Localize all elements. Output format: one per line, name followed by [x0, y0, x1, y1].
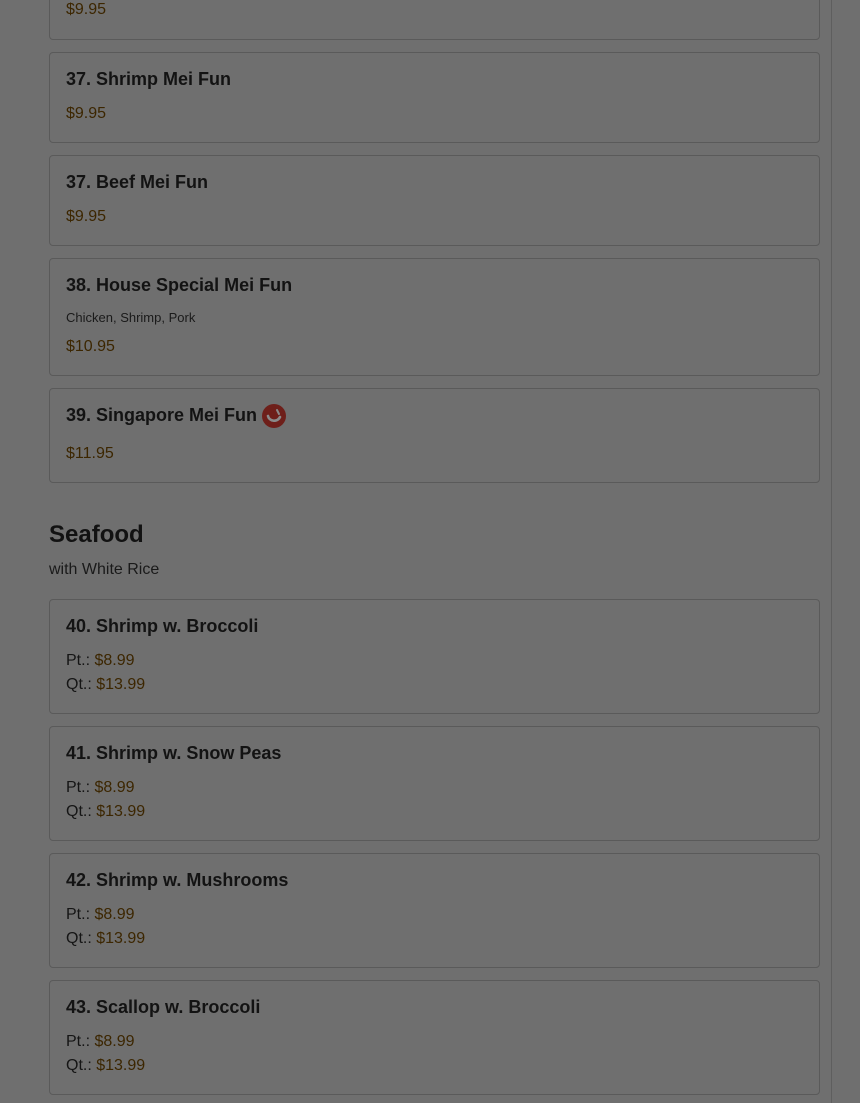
item-name: 39. Singapore Mei Fun [66, 405, 258, 425]
item-name: 41. Shrimp w. Snow Peas [66, 743, 282, 763]
size-price: $8.99 [94, 1033, 135, 1050]
item-price: $11.95 [66, 445, 114, 462]
item-name: 42. Shrimp w. Mushrooms [66, 870, 289, 890]
item-price: $10.95 [66, 338, 115, 355]
menu-item-card[interactable] [49, 599, 820, 714]
size-label: Pt.: [66, 779, 91, 796]
size-price: $8.99 [94, 652, 135, 669]
menu-item-card[interactable] [49, 388, 820, 483]
size-label: Qt.: [66, 930, 92, 947]
menu-item-card[interactable] [49, 0, 820, 40]
size-price: $13.99 [96, 1057, 146, 1074]
size-label: Qt.: [66, 803, 92, 820]
item-name: 43. Scallop w. Broccoli [66, 997, 261, 1017]
scrollbar[interactable] [831, 0, 860, 1103]
size-label: Pt.: [66, 652, 91, 669]
pint-price-row [66, 779, 135, 797]
item-price: $9.95 [66, 1, 107, 18]
menu-item-card[interactable] [49, 155, 820, 246]
pint-price-row [66, 906, 135, 924]
size-label: Qt.: [66, 676, 92, 693]
item-price: $9.95 [66, 208, 107, 225]
size-label: Pt.: [66, 906, 91, 923]
section-title: Seafood [49, 521, 144, 548]
quart-price-row [66, 930, 145, 948]
menu-item-card[interactable] [49, 258, 820, 376]
item-name: 40. Shrimp w. Broccoli [66, 616, 259, 636]
item-description: Chicken, Shrimp, Pork [66, 310, 196, 325]
item-name: 38. House Special Mei Fun [66, 275, 293, 295]
size-price: $13.99 [96, 803, 146, 820]
pint-price-row [66, 652, 135, 670]
menu-item-card[interactable] [49, 853, 820, 968]
size-label: Qt.: [66, 1057, 92, 1074]
quart-price-row [66, 803, 145, 821]
size-price: $8.99 [94, 906, 135, 923]
menu-item-card[interactable] [49, 980, 820, 1095]
item-name: 37. Shrimp Mei Fun [66, 69, 232, 89]
size-label: Pt.: [66, 1033, 91, 1050]
size-price: $13.99 [96, 676, 146, 693]
size-price: $8.99 [94, 779, 135, 796]
item-price: $9.95 [66, 105, 107, 122]
menu-item-card[interactable] [49, 52, 820, 143]
section-subtitle: with White Rice [49, 561, 160, 578]
size-price: $13.99 [96, 930, 146, 947]
pint-price-row [66, 1033, 135, 1051]
spicy-icon [262, 404, 286, 428]
quart-price-row [66, 676, 145, 694]
item-name: 37. Beef Mei Fun [66, 172, 209, 192]
menu-item-card[interactable] [49, 726, 820, 841]
quart-price-row [66, 1057, 145, 1075]
